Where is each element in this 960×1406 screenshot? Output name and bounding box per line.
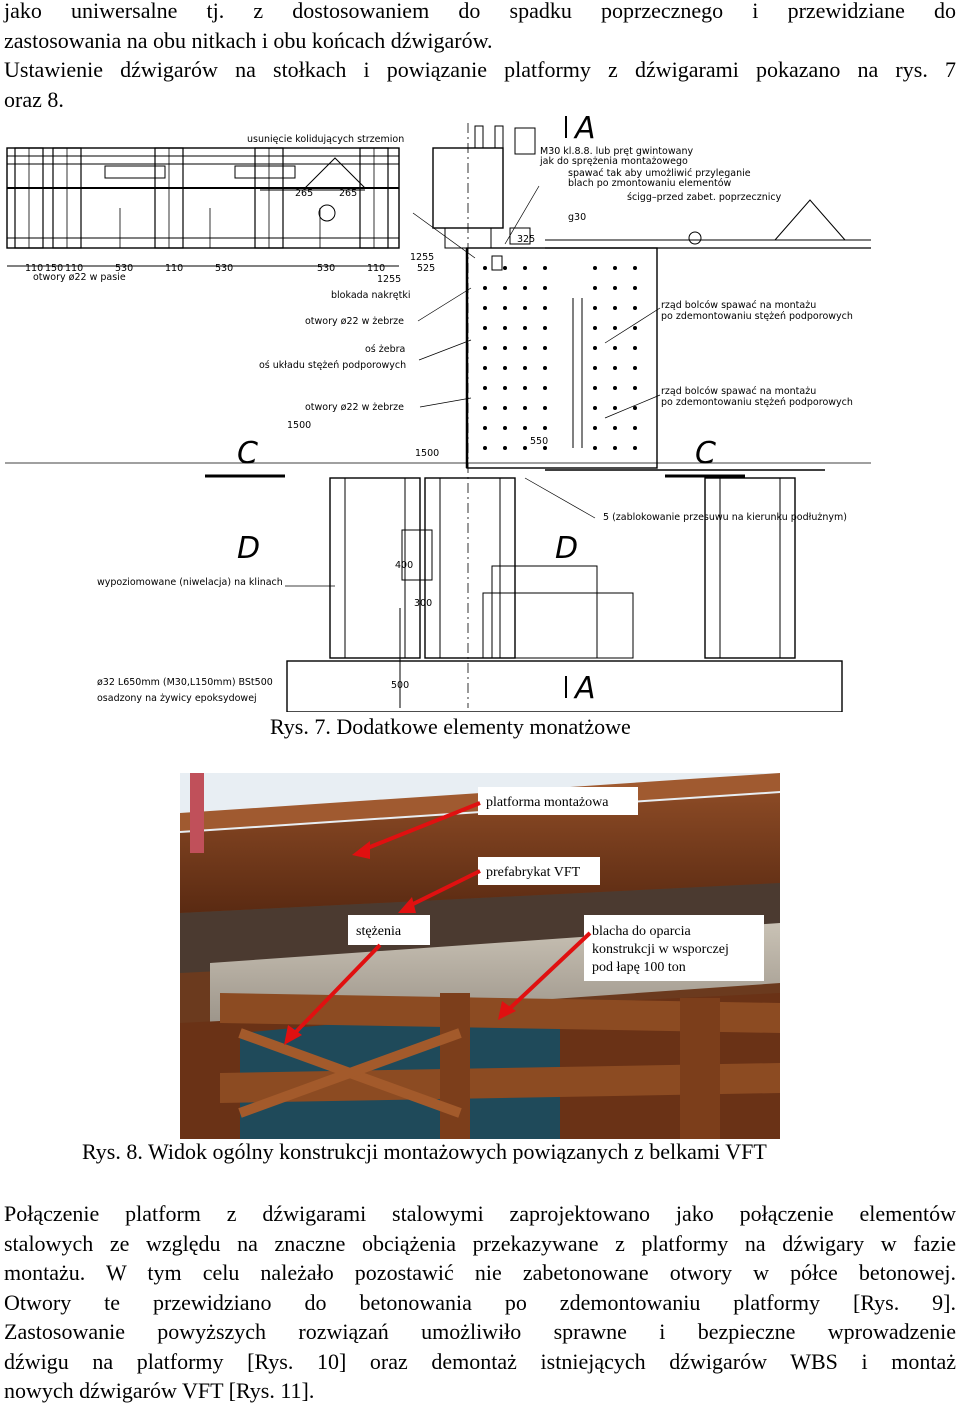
annotation: oś żebra <box>365 344 406 355</box>
annotation: otwory ø22 w żebrze <box>305 316 404 327</box>
annotation: osadzony na żywicy epoksydowej <box>97 693 257 704</box>
photo-label-plate-2: konstrukcji w wsporczej <box>592 942 729 957</box>
paragraph-top <box>4 0 956 114</box>
text-line: stalowych ze względu na znaczne obciążenia przekazywane z platformy na dźwigary w fazie <box>4 1230 956 1256</box>
annotation: usunięcie kolidujących strzemion <box>247 134 405 145</box>
annotation: 5 (zablokowanie przesuwu na kierunku podłużnym) <box>603 512 847 523</box>
dimension: 300 <box>414 598 433 609</box>
dimension: 110 <box>25 263 44 274</box>
dimension: 1500 <box>287 420 312 431</box>
section-label-c-right: C <box>695 436 716 471</box>
annotation: blach po zmontowaniu elementów <box>568 178 732 189</box>
figure-8-caption: Rys. 8. Widok ogólny konstrukcji montażowych powiązanych z belkami VFT <box>82 1139 767 1164</box>
text-line: nowych dźwigarów VFT [Rys. 11]. <box>4 1378 315 1403</box>
photo-label-plate-3: pod łapę 100 ton <box>592 960 686 975</box>
text-line: zastosowania na obu nitkach i obu końcach dźwigarów. <box>4 27 493 53</box>
dimension: 1255 <box>410 252 435 263</box>
annotation: spawać tak aby umożliwić przyleganie <box>568 168 751 179</box>
annotation: rząd bolców spawać na montażu <box>661 386 817 397</box>
annotation: rząd bolców spawać na montażu <box>661 300 817 311</box>
dimension: 265 <box>339 188 358 199</box>
dimension: 110 <box>165 263 184 274</box>
dimension: 265 <box>295 188 314 199</box>
dimension: 325 <box>517 234 536 245</box>
annotation: wypoziomowane (niwelacja) na klinach <box>97 577 283 588</box>
dimension: 110 <box>367 263 386 274</box>
dimension: 400 <box>395 560 414 571</box>
annotation: otwory ø22 w żebrze <box>305 402 404 413</box>
dimension: 110 <box>65 263 84 274</box>
section-label-a-top: A <box>575 111 596 146</box>
annotation: jak do sprężenia montażowego <box>540 156 688 167</box>
annotation: g30 <box>568 212 587 223</box>
section-label-d-right: D <box>555 531 579 566</box>
dimension: 1255 <box>377 274 402 285</box>
annotation: po zdemontowaniu stężeń podporowych <box>661 397 853 408</box>
dimension: 530 <box>317 263 336 274</box>
text-line: dźwigu na platformy [Rys. 10] oraz demontaż istniejących dźwigarów WBS i montaż <box>4 1348 956 1374</box>
figure-7-drawing <box>5 108 871 712</box>
annotation: po zdemontowaniu stężeń podporowych <box>661 311 853 322</box>
section-label-a-bottom: A <box>575 671 596 706</box>
annotation: ø32 L650mm (M30,L150mm) BSt500 <box>97 677 273 688</box>
photo-label-precast: prefabrykat VFT <box>486 865 581 880</box>
dimension: 500 <box>391 680 410 691</box>
text-line: montażu. W tym celu należało pozostawić nie zabetonowane otwory w półce betonowej. <box>4 1260 956 1285</box>
annotation: otwory ø22 w pasie <box>33 272 126 283</box>
dimension: 1500 <box>415 448 440 459</box>
dimension: 550 <box>530 436 549 447</box>
photo-label-plate-1: blacha do oparcia <box>592 924 691 939</box>
dimension: 530 <box>115 263 134 274</box>
photo-label-bracing: stężenia <box>356 924 402 939</box>
text-line: Zastosowanie powyższych rozwiązań umożliwiło sprawne i bezpieczne wprowadzenie <box>4 1319 956 1344</box>
dimension: 530 <box>215 263 234 274</box>
text-line: jako uniwersalne tj. z dostosowaniem do spadku poprzecznego i przewidziane do <box>4 0 956 23</box>
figure-7-caption: Rys. 7. Dodatkowe elementy monatżowe <box>270 714 631 739</box>
section-label-c-left: C <box>237 436 258 471</box>
annotation: ścigg–przed zabet. poprzeczniсу <box>627 192 782 203</box>
text-line: oraz 8. <box>4 86 64 112</box>
text-line: Połączenie platform z dźwigarami stalowymi zaprojektowano jako połączenie elementów <box>4 1201 956 1226</box>
section-label-d-left: D <box>237 531 261 566</box>
annotation: oś układu stężeń podporowych <box>259 360 407 371</box>
dimension: 525 <box>417 263 436 274</box>
text-line: Otwory te przewidziano do betonowania po zdemontowaniu platformy [Rys. 9]. <box>4 1289 956 1315</box>
dimension: 150 <box>45 263 64 274</box>
photo-label-platform: platforma montażowa <box>486 795 609 810</box>
text-line: Ustawienie dźwigarów na stołkach i powiązanie platformy z dźwigarami pokazano na rys. 7 <box>4 57 956 82</box>
figure-8-photo <box>180 773 780 1139</box>
annotation: M30 kl.8.8. lub pręt gwintowany <box>540 146 694 157</box>
paragraph-bottom <box>4 1199 956 1406</box>
annotation: blokada nakrętki <box>331 290 411 301</box>
